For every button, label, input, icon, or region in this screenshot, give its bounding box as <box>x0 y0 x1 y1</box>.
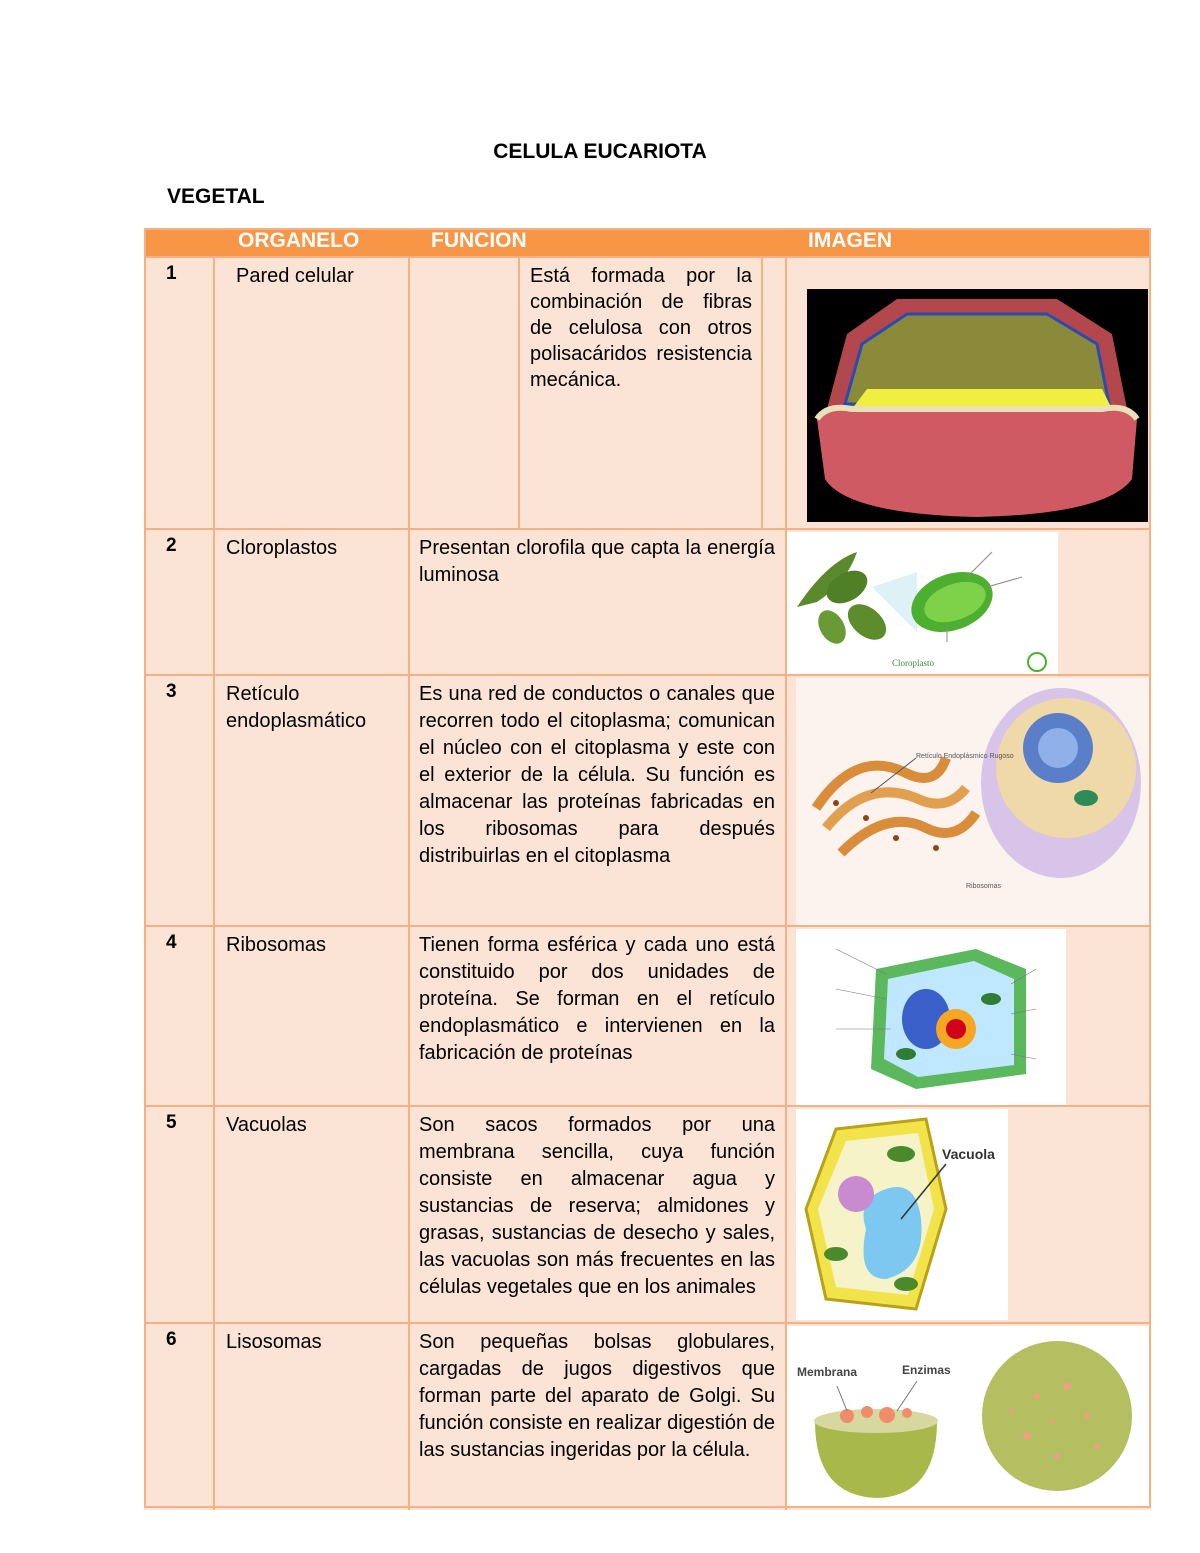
organelle-function: Tienen forma esférica y cada uno está constituido por dos unidades de proteína. Se forman en el retículo endoplasmático e intervienen en la fabricación de proteínas <box>419 934 775 1064</box>
label-ribosomas: Ribosomas <box>966 883 1002 890</box>
organelle-function: Presentan clorofila que capta la energía luminosa <box>419 537 775 586</box>
page-title: CELULA EUCARIOTA <box>493 140 707 163</box>
organelle-function: Son pequeñas bolsas globulares, cargadas de jugos digestivos que forman parte del aparato de Golgi. Su función consiste en realizar digestión de las sustancias ingeridas por la célula. <box>419 1331 775 1461</box>
header-imagen: IMAGEN <box>808 229 892 252</box>
label-enzimas: Enzimas <box>902 1363 951 1377</box>
organelle-name: Lisosomas <box>226 1331 322 1353</box>
row-number: 3 <box>166 681 177 702</box>
row-number: 1 <box>166 263 177 284</box>
header-organelo: ORGANELO <box>238 229 360 252</box>
organelle-name: Pared celular <box>236 265 354 287</box>
header-funcion: FUNCION <box>431 229 527 252</box>
row-number: 5 <box>166 1112 177 1133</box>
row-number: 6 <box>166 1329 177 1350</box>
page-subtitle: VEGETAL <box>167 185 265 208</box>
label-membrana: Membrana <box>797 1365 858 1379</box>
row-number: 4 <box>166 932 177 953</box>
caption-cloroplasto: Cloroplasto <box>892 658 934 668</box>
organelle-name: Retículo endoplasmático <box>226 683 367 732</box>
row-number: 2 <box>166 535 177 556</box>
table-border <box>144 228 1151 1508</box>
label-vacuola: Vacuola <box>942 1146 995 1162</box>
organelle-name: Cloroplastos <box>226 537 338 559</box>
organelle-function: Está formada por la combinación de fibras de celulosa con otros polisacáridos resistencia mecánica. <box>530 265 752 391</box>
label-reticulo: Retículo Endoplásmico Rugoso <box>916 753 1014 760</box>
organelle-function: Es una red de conductos o canales que recorren todo el citoplasma; comunican el núcleo con el citoplasma y este con el exterior de la célula. Su función es almacenar las proteínas fabricadas en los ribosomas para después distribuirlas en el citoplasma <box>419 683 775 867</box>
organelle-table <box>144 228 1151 1508</box>
organelle-name: Ribosomas <box>226 934 327 956</box>
organelle-name: Vacuolas <box>226 1114 307 1136</box>
organelle-function: Son sacos formados por una membrana sencilla, cuya función consiste en almacenar agua y sustancias de reserva; almidones y grasas, sustancias de desecho y sales, las vacuolas son más frecuentes en las células vegetales que en los animales <box>419 1114 775 1298</box>
